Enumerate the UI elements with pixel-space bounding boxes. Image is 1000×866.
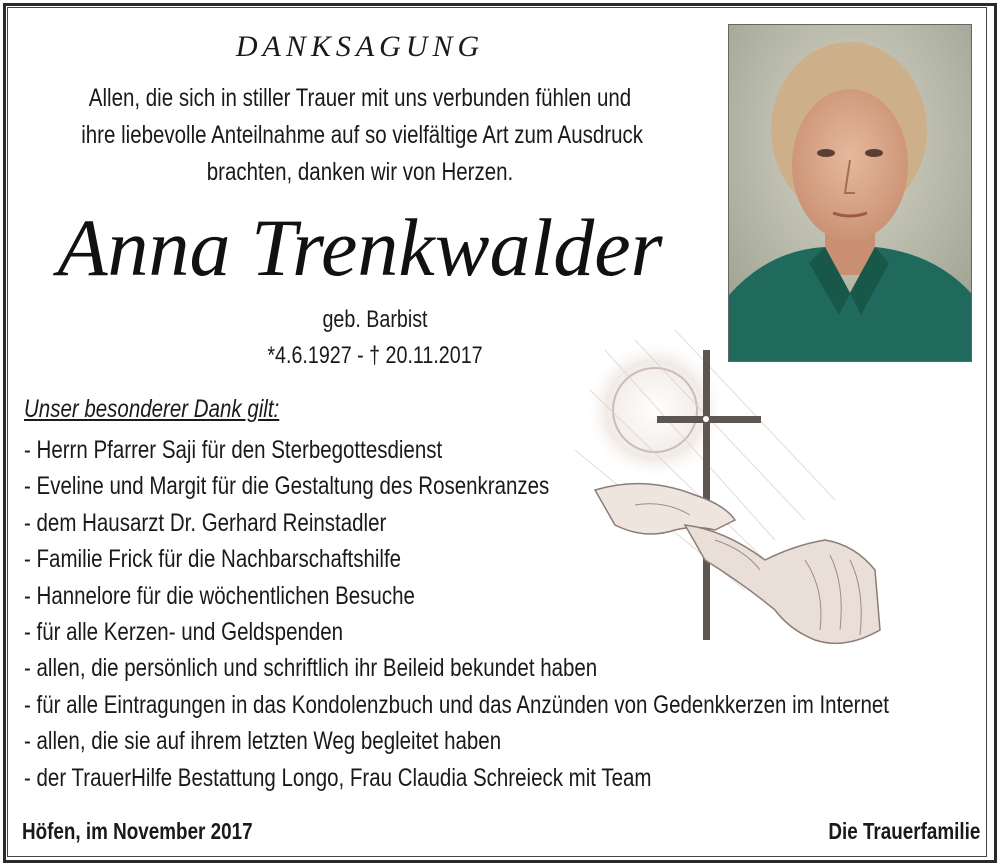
- list-item: - Familie Frick für die Nachbarschaftshilfe: [24, 545, 402, 574]
- list-item: - Eveline und Margit für die Gestaltung des Rosenkranzes: [24, 472, 550, 501]
- list-item: - Herrn Pfarrer Saji für den Sterbegottesdienst: [24, 436, 443, 464]
- intro-line: brachten, danken wir von Herzen.: [206, 158, 514, 186]
- signature: Die Trauerfamilie: [828, 818, 980, 844]
- thanks-list: [24, 432, 889, 796]
- heading-title: DANKSAGUNG: [235, 30, 485, 63]
- intro-line: ihre liebevolle Anteilnahme auf so vielfältige Art zum Ausdruck: [81, 121, 643, 149]
- intro-text: [81, 80, 643, 191]
- place-date: Höfen, im November 2017: [22, 818, 253, 844]
- list-item: - für alle Eintragungen in das Kondolenzbuch und das Anzünden von Gedenkkerzen im Internet: [24, 690, 889, 719]
- list-item: - allen, die persönlich und schriftlich ihr Beileid bekundet haben: [24, 654, 598, 683]
- list-item: - für alle Kerzen- und Geldspenden: [24, 618, 344, 647]
- list-item: - allen, die sie auf ihrem letzten Weg begleitet haben: [24, 727, 502, 756]
- list-item: - der TrauerHilfe Bestattung Longo, Frau Claudia Schreieck mit Team: [24, 763, 652, 792]
- list-item: - dem Hausarzt Dr. Gerhard Reinstadler: [24, 508, 387, 537]
- thanks-title: Unser besonderer Dank gilt:: [24, 395, 280, 423]
- birth-name: geb. Barbist: [322, 306, 428, 333]
- list-item: - Hannelore für die wöchentlichen Besuche: [24, 581, 415, 610]
- life-dates: *4.6.1927 - † 20.11.2017: [267, 342, 483, 369]
- intro-line: Allen, die sich in stiller Trauer mit uns verbunden fühlen und: [88, 84, 632, 112]
- deceased-name: Anna Trenkwalder: [57, 202, 663, 293]
- portrait-photo: [728, 24, 972, 362]
